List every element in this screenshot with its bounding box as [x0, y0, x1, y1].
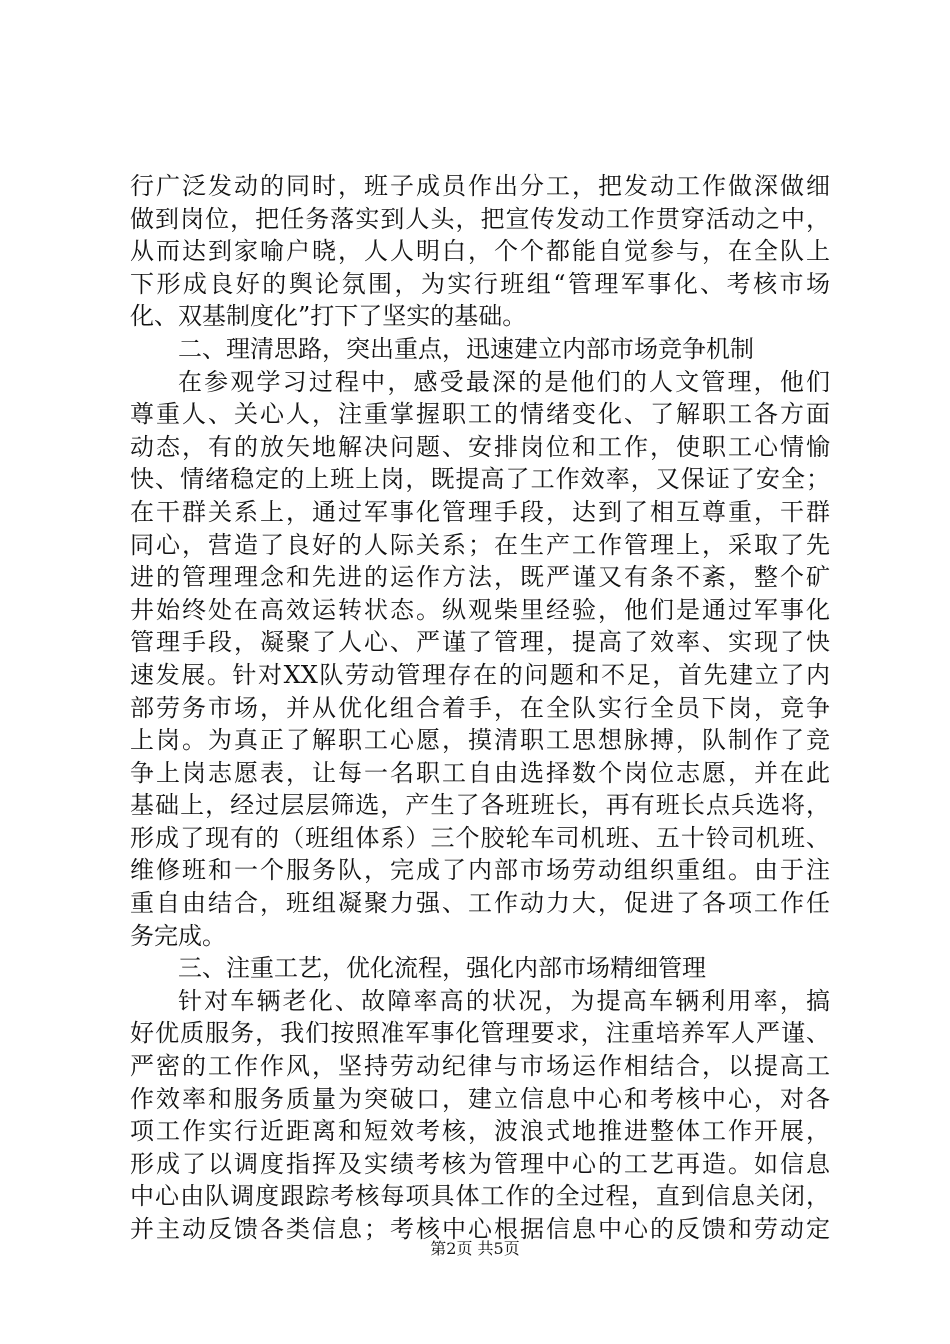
text-line: 上岗。为真正了解职工心愿，摸清职工思想脉搏，队制作了竞: [130, 726, 830, 755]
text-line: 行广泛发动的同时，班子成员作出分工，把发动工作做深做细: [130, 172, 830, 200]
page-number-footer: 第2页 共5页: [430, 1239, 520, 1258]
text-line: 同心，营造了良好的人际关系；在生产工作管理上，采取了先: [130, 530, 830, 559]
text-line: 争上岗志愿表，让每一名职工自由选择数个岗位志愿，并在此: [130, 758, 830, 787]
text-line: 形成了现有的（班组体系）三个胶轮车司机班、五十铃司机班、: [130, 823, 830, 852]
text-line: 形成了以调度指挥及实绩考核为管理中心的工艺再造。如信息: [130, 1149, 830, 1178]
text-line: 针对车辆老化、故障率高的状况，为提高车辆利用率，搞: [178, 986, 830, 1015]
body-text: [130, 170, 830, 1246]
text-line: 做到岗位，把任务落实到人头，把宣传发动工作贯穿活动之中，: [130, 204, 830, 233]
text-line: 部劳务市场，并从优化组合着手，在全队实行全员下岗，竞争: [130, 693, 830, 722]
text-line: 下形成良好的舆论氛围，为实行班组“管理军事化、考核市场: [130, 269, 830, 298]
text-line: 速发展。针对XX队劳动管理存在的问题和不足，首先建立了内: [130, 660, 830, 689]
text-line: 重自由结合，班组凝聚力强、工作动力大，促进了各项工作任: [130, 889, 830, 918]
text-line: 动态，有的放矢地解决问题、安排岗位和工作，使职工心情愉: [130, 432, 830, 461]
text-line: 化、双基制度化”打下了坚实的基础。: [130, 302, 527, 331]
text-line: 务完成。: [130, 921, 226, 950]
text-line: 好优质服务，我们按照准军事化管理要求，注重培养军人严谨、: [130, 1019, 830, 1048]
text-line: 二、理清思路，突出重点，迅速建立内部市场竞争机制: [178, 334, 754, 363]
text-line: 快、情绪稳定的上班上岗，既提高了工作效率，又保证了安全；: [130, 465, 830, 494]
text-line: 并主动反馈各类信息；考核中心根据信息中心的反馈和劳动定: [130, 1215, 830, 1243]
text-line: 从而达到家喻户晓，人人明白，个个都能自觉参与，在全队上: [130, 237, 830, 266]
text-line: 作效率和服务质量为突破口，建立信息中心和考核中心，对各: [130, 1084, 830, 1113]
text-line: 井始终处在高效运转状态。纵观柴里经验，他们是通过军事化: [130, 595, 830, 624]
text-line: 维修班和一个服务队，完成了内部市场劳动组织重组。由于注: [130, 856, 830, 885]
text-line: 在参观学习过程中，感受最深的是他们的人文管理，他们: [178, 367, 830, 396]
text-line: 在干群关系上，通过军事化管理手段，达到了相互尊重，干群: [130, 497, 830, 526]
text-line: 中心由队调度跟踪考核每项具体工作的全过程，直到信息关闭，: [130, 1182, 830, 1211]
text-line: 基础上，经过层层筛选，产生了各班班长，再有班长点兵选将，: [130, 791, 830, 820]
text-line: 严密的工作作风，坚持劳动纪律与市场运作相结合，以提高工: [130, 1052, 830, 1081]
text-line: 进的管理理念和先进的运作方法，既严谨又有条不紊，整个矿: [130, 563, 830, 592]
text-line: 尊重人、关心人，注重掌握职工的情绪变化、了解职工各方面: [130, 400, 830, 429]
text-line: 项工作实行近距离和短效考核，波浪式地推进整体工作开展，: [130, 1117, 830, 1146]
text-line: 管理手段，凝聚了人心、严谨了管理，提高了效率、实现了快: [130, 628, 830, 657]
text-line: 三、注重工艺，优化流程，强化内部市场精细管理: [178, 954, 706, 983]
